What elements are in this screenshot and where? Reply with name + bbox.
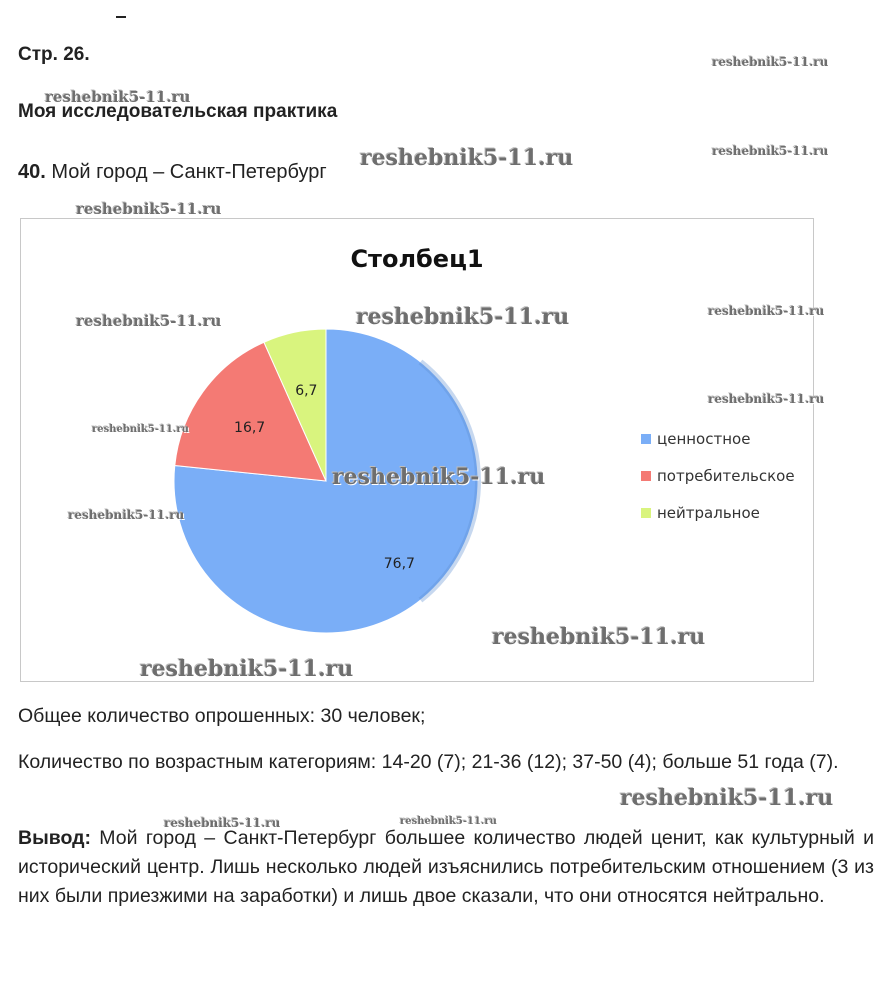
legend-entry: нейтральное: [657, 504, 760, 522]
watermark: reshebnik5-11.ru: [708, 304, 825, 318]
pie-data-label: 16,7: [234, 419, 266, 436]
chart-title: Столбец1: [350, 245, 484, 273]
watermark: reshebnik5-11.ru: [76, 200, 222, 218]
watermark: reshebnik5-11.ru: [360, 145, 574, 171]
legend-entry: ценностное: [657, 430, 751, 448]
legend-swatch: [641, 471, 651, 481]
watermark: reshebnik5-11.ru: [45, 88, 191, 106]
pie-data-label: 6,7: [295, 382, 318, 399]
watermark: reshebnik5-11.ru: [76, 312, 222, 330]
task-number: 40.: [18, 161, 46, 183]
watermark: reshebnik5-11.ru: [712, 144, 829, 158]
pie-chart-svg: [21, 219, 813, 681]
page-number: Стр. 26.: [18, 44, 90, 65]
watermark: reshebnik5-11.ru: [332, 464, 546, 490]
watermark: reshebnik5-11.ru: [712, 55, 829, 69]
pie-chart: [20, 218, 814, 682]
legend-entry: потребительское: [657, 467, 795, 485]
watermark: reshebnik5-11.ru: [620, 785, 834, 811]
legend-swatch: [641, 508, 651, 518]
watermark: reshebnik5-11.ru: [400, 816, 497, 827]
pie-data-label: 76,7: [383, 556, 415, 573]
watermark: reshebnik5-11.ru: [92, 424, 189, 435]
conclusion-label: Вывод:: [18, 827, 91, 849]
watermark: reshebnik5-11.ru: [140, 656, 354, 682]
conclusion-text: Мой город – Санкт-Петербург большее количество людей ценит, как культурный и исторический центр. Лишь несколько людей изъяснились потребительским отношением (3 из них были приезжими на заработки) и лишь двое сказали, что они относятся нейтрально.: [18, 827, 874, 907]
top-mark: [116, 16, 126, 18]
watermark: reshebnik5-11.ru: [68, 508, 185, 522]
age-categories: Количество по возрастным категориям: 14-20 (7); 21-36 (12); 37-50 (4); больше 51 года (7).: [18, 751, 839, 773]
watermark: reshebnik5-11.ru: [164, 816, 281, 830]
task-text: Мой город – Санкт-Петербург: [45, 161, 327, 183]
watermark: reshebnik5-11.ru: [492, 624, 706, 650]
watermark: reshebnik5-11.ru: [708, 392, 825, 406]
watermark: reshebnik5-11.ru: [356, 304, 570, 330]
task-line: [18, 161, 327, 184]
section-title: Моя исследовательская практика: [18, 101, 338, 122]
conclusion: [18, 824, 874, 911]
total-respondents: Общее количество опрошенных: 30 человек;: [18, 705, 426, 727]
legend-swatch: [641, 434, 651, 444]
